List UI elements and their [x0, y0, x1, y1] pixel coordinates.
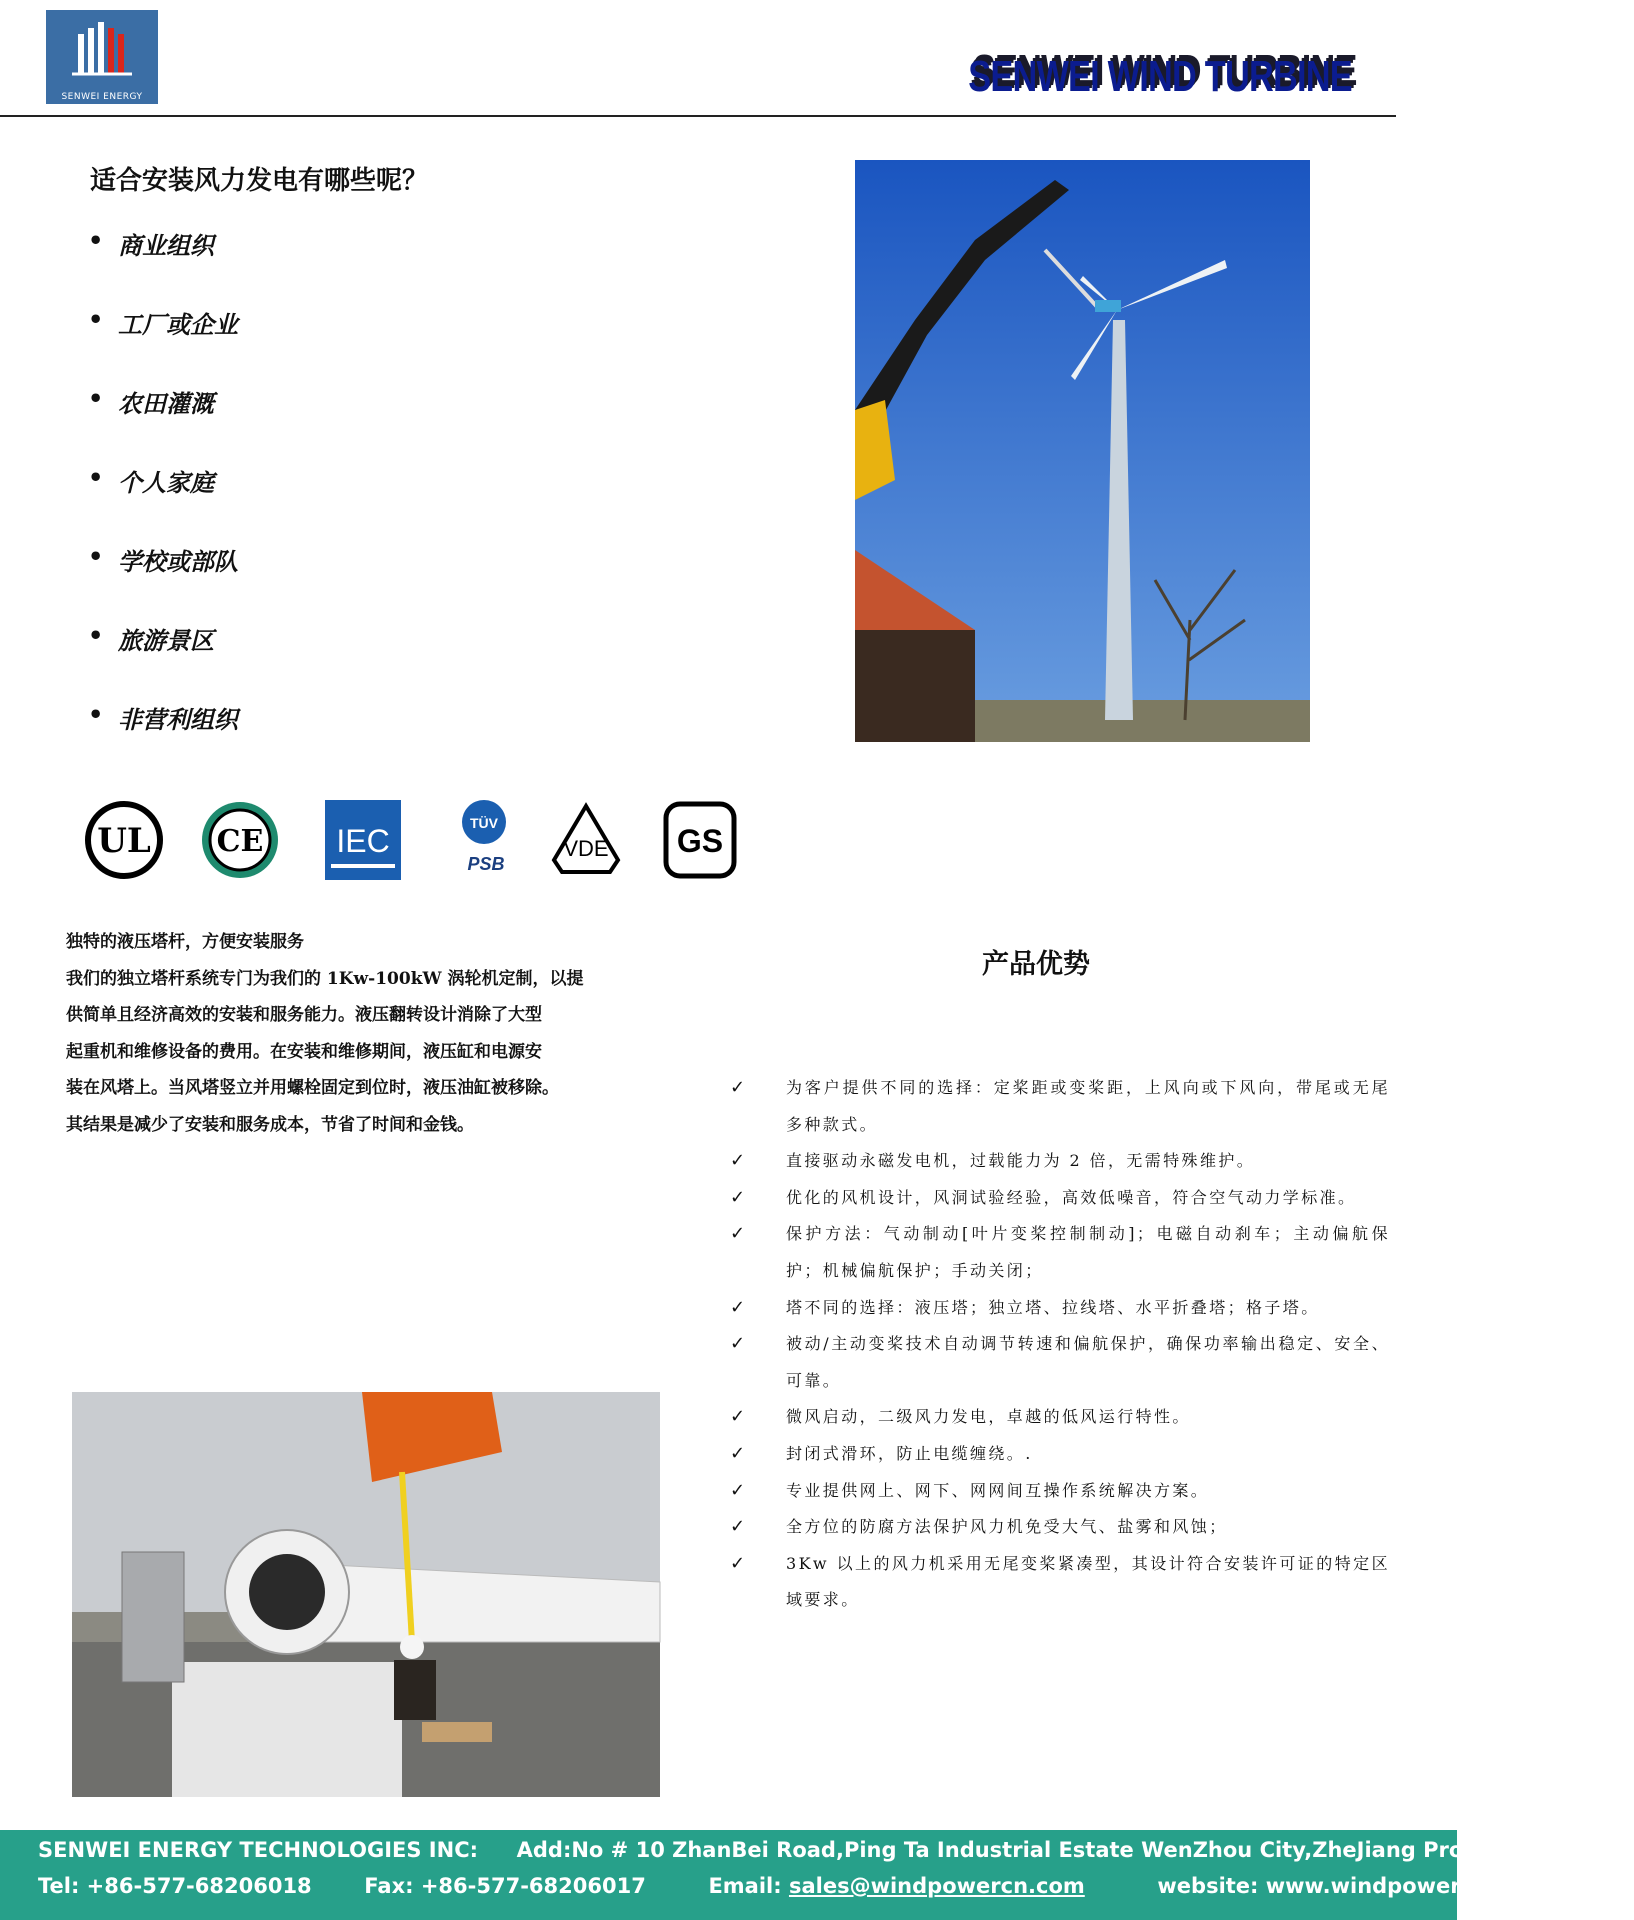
list-item: ✓ 直接驱动永磁发电机，过载能力为 2 倍，无需特殊维护。: [730, 1143, 1390, 1180]
check-icon: ✓: [730, 1223, 748, 1245]
email-link[interactable]: sales@windpowercn.com: [788, 1874, 1085, 1898]
website-link[interactable]: website: www.windpowercn.com: [1157, 1874, 1545, 1898]
advantages-title: 产品优势: [982, 949, 1090, 980]
list-item: • 旅游景区: [88, 621, 214, 655]
check-icon: ✓: [730, 1296, 748, 1318]
svg-text:UL: UL: [97, 821, 151, 861]
turbine-install-photo: [855, 160, 1310, 742]
email-label: Email:: [708, 1874, 782, 1898]
check-icon: ✓: [730, 1442, 748, 1464]
address: Add:No # 10 ZhanBei Road,Ping Ta Industrial Estate WenZhou City,ZheJiang Province Of China: [516, 1838, 1634, 1862]
paragraph-line: 装在风塔上。当风塔竖立并用螺栓固定到位时，液压油缸被移除。: [66, 1078, 559, 1098]
list-item: ✓ 保护方法：气动制动[叶片变桨控制制动]；电磁自动刹车；主动偏航保护；机械偏航保护；手动关闭；: [730, 1216, 1390, 1289]
svg-text:IEC: IEC: [336, 823, 390, 859]
paragraph-line: 供简单且经济高效的安装和服务能力。液压翻转设计消除了大型: [66, 1005, 542, 1025]
ul-cert-icon: [84, 798, 164, 882]
list-item: • 学校或部队: [88, 542, 238, 576]
brand-wordmark: [968, 20, 1360, 105]
footer-bar: [0, 1830, 1634, 1920]
list-item: • 农田灌溉: [88, 384, 214, 418]
check-icon: ✓: [730, 1077, 748, 1098]
svg-text:TÜV: TÜV: [470, 815, 498, 831]
fax: Fax: +86-577-68206017: [364, 1874, 646, 1898]
footer-row-1: [38, 1838, 1634, 1862]
company-logo: [46, 10, 158, 104]
list-item: ✓ 封闭式滑环，防止电缆缠绕。.: [730, 1436, 1390, 1473]
hydraulic-tower-photo: [72, 1392, 660, 1797]
hydraulic-paragraph: [66, 924, 726, 1143]
list-item: • 个人家庭: [88, 463, 214, 497]
ce-cert-icon: [198, 798, 282, 882]
suitable-title: 适合安装风力发电有哪些呢？: [90, 166, 429, 196]
check-icon: ✓: [730, 1150, 748, 1172]
vde-cert-icon: [550, 798, 622, 882]
logo-mark-icon: [68, 20, 136, 80]
list-item: • 商业组织: [88, 226, 214, 260]
company-name: SENWEI ENERGY TECHNOLOGIES INC:: [38, 1838, 479, 1862]
advantages-list: [730, 1070, 1390, 1619]
gs-cert-icon: [664, 798, 736, 882]
list-item: • 工厂或企业: [88, 305, 238, 339]
check-icon: ✓: [730, 1516, 748, 1538]
check-icon: ✓: [730, 1552, 748, 1574]
paragraph-line: 其结果是减少了安装和服务成本，节省了时间和金钱。: [66, 1114, 474, 1135]
check-icon: ✓: [730, 1186, 748, 1208]
paragraph-line: 起重机和维修设备的费用。在安装和维修期间，液压缸和电源安: [66, 1041, 542, 1062]
list-item: ✓ 优化的风机设计，风洞试验经验，高效低噪音，符合空气动力学标准。: [730, 1180, 1390, 1217]
header-divider: [0, 115, 1396, 117]
logo-caption: SENWEI ENERGY: [61, 92, 143, 102]
list-item: ✓ 微风启动，二级风力发电，卓越的低风运行特性。: [730, 1399, 1390, 1436]
check-icon: ✓: [730, 1406, 748, 1428]
svg-text:VDE: VDE: [563, 836, 609, 861]
svg-text:PSB: PSB: [467, 854, 505, 874]
tel: Tel: +86-577-68206018: [38, 1874, 312, 1898]
list-item: ✓ 专业提供网上、网下、网网间互操作系统解决方案。: [730, 1473, 1390, 1510]
paragraph-line: 我们的独立塔杆系统专门为我们的 1Kw-100kW 涡轮机定制，以提: [66, 968, 584, 989]
check-icon: ✓: [730, 1333, 748, 1355]
svg-text:CE: CE: [216, 824, 264, 859]
list-item: ✓ 塔不同的选择：液压塔；独立塔、拉线塔、水平折叠塔；格子塔。: [730, 1290, 1390, 1327]
tuv-cert-icon: [456, 798, 512, 882]
list-item: ✓ 全方位的防腐方法保护风力机免受大气、盐雾和风蚀；: [730, 1509, 1390, 1546]
footer-row-2: [38, 1874, 1545, 1898]
list-item: ✓ 3Kw 以上的风力机采用无尾变桨紧凑型，其设计符合安装许可证的特定区域要求。: [730, 1546, 1390, 1619]
list-item: • 非营利组织: [88, 700, 238, 734]
paragraph-line: 独特的液压塔杆，方便安装服务: [66, 932, 304, 952]
iec-cert-icon: [325, 798, 401, 882]
brand-text: SENWEI WIND TURBINE: [968, 52, 1352, 101]
list-item: ✓ 被动/主动变桨技术自动调节转速和偏航保护，确保功率输出稳定、安全、可靠。: [730, 1326, 1390, 1399]
svg-text:GS: GS: [676, 823, 724, 859]
check-icon: ✓: [730, 1479, 748, 1501]
suitable-list: [88, 226, 238, 779]
list-item: ✓ 为客户提供不同的选择：定桨距或变桨距，上风向或下风向，带尾或无尾多种款式。: [730, 1070, 1390, 1143]
